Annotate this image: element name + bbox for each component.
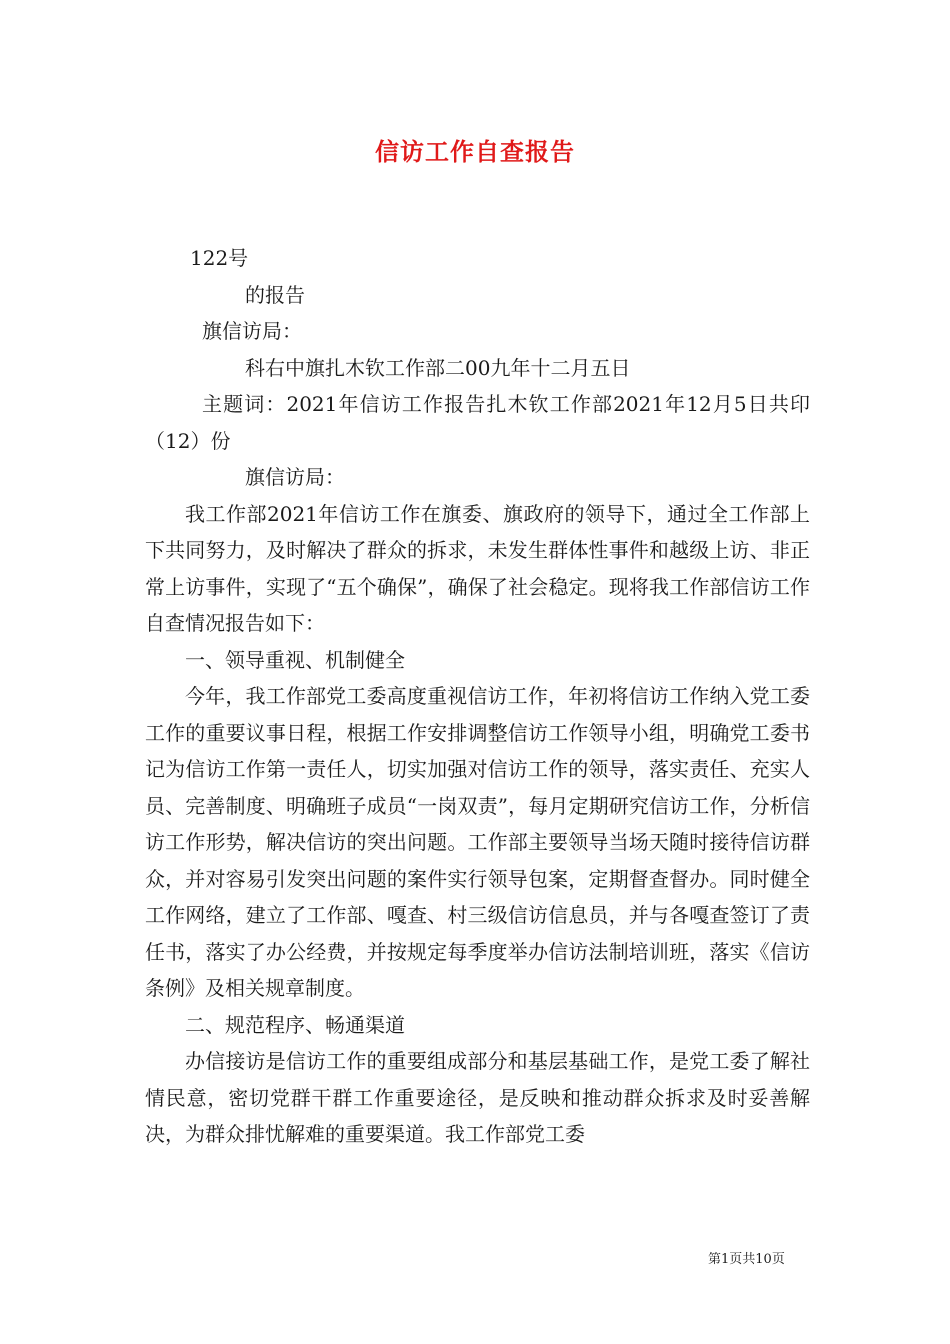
document-number: 122号: [190, 246, 249, 270]
subject-keywords: 主题词：2021年信访工作报告扎木钦工作部2021年12月5日共印（12）份: [145, 392, 810, 453]
recipient-line-2: 旗信访局：: [245, 465, 345, 489]
intro-paragraph: 我工作部2021年信访工作在旗委、旗政府的领导下，通过全工作部上下共同努力，及时解决了群众的拆求，未发生群体性事件和越级上访、非正常上访事件，实现了“五个确保”，确保了社会稳定。现将我工作部信访工作自查情况报告如下：: [145, 501, 810, 635]
section-1-paragraph: 今年，我工作部党工委高度重视信访工作，年初将信访工作纳入党工委工作的重要议事日程，根据工作安排调整信访工作领导小组，明确党工委书记为信访工作第一责任人，切实加强对信访工作的领导，落实责任、充实人员、完善制度、明确班子成员“一岗双责”，每月定期研究信访工作，分析信访工作形势，解决信访的突出问题。工作部主要领导当场天随时接待信访群众，并对容易引发突出问题的案件实行领导包案，定期督查督办。同时健全工作网络，建立了工作部、嘎查、村三级信访信息员，并与各嘎查签订了责任书，落实了办公经费，并按规定每季度举办信访法制培训班，落实《信访条例》及相关规章制度。: [145, 684, 810, 1000]
section-2-paragraph: 办信接访是信访工作的重要组成部分和基层基础工作，是党工委了解社情民意，密切党群干群工作重要途径，是反映和推动群众拆求及时妥善解决，为群众排忧解难的重要渠道。我工作部党工委: [145, 1049, 810, 1146]
document-title: 信访工作自查报告: [375, 137, 575, 166]
section-heading-1: 一、领导重视、机制健全: [185, 647, 405, 672]
section-heading-2: 二、规范程序、畅通渠道: [185, 1012, 405, 1037]
document-body: [145, 240, 810, 1153]
report-of-line: 的报告: [245, 282, 305, 307]
issuer-date-line: 科右中旗扎木钦工作部二00九年十二月五日: [245, 355, 631, 380]
recipient-line: 旗信访局：: [202, 319, 302, 343]
page-number-footer: 第1页共10页: [708, 1252, 785, 1267]
